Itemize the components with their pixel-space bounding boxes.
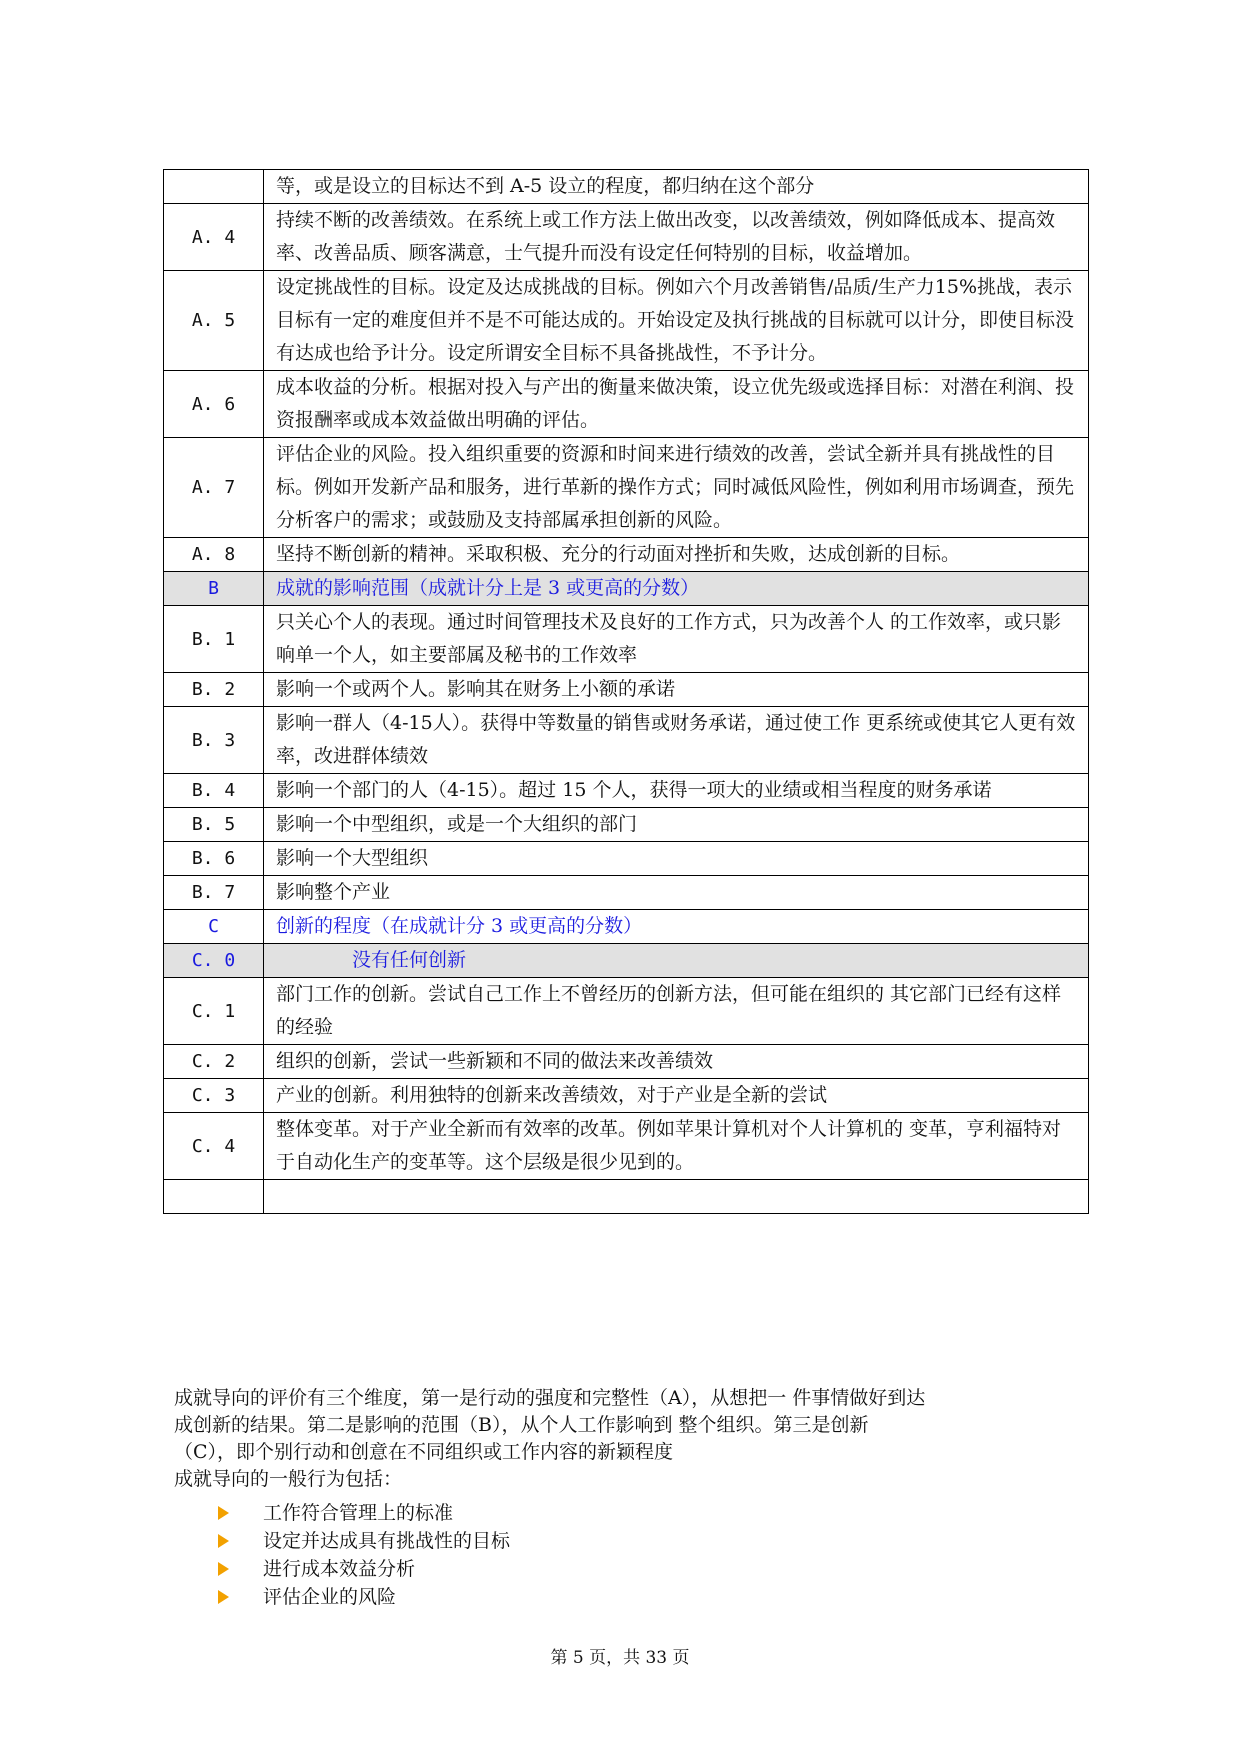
table-row — [164, 572, 1089, 606]
summary-line: 成创新的结果。第二是影响的范围（B），从个人工作影响到 整个组织。第三是创新 — [174, 1414, 869, 1436]
row-description-cell: 影响一个或两个人。影响其在财务上小额的承诺 — [264, 673, 1089, 707]
row-description-cell: 只关心个人的表现。通过时间管理技术及良好的工作方式，只为改善个人 的工作效率，或只影响单一个人，如主要部属及秘书的工作效率 — [264, 606, 1089, 673]
row-description-cell — [264, 1180, 1089, 1214]
row-description-cell: 等，或是设立的目标达不到 A-5 设立的程度，都归纳在这个部分 — [264, 170, 1089, 204]
row-code-cell: C. 1 — [164, 978, 264, 1045]
row-code-cell: C. 0 — [164, 944, 264, 978]
list-item — [218, 1555, 510, 1583]
list-item — [218, 1527, 510, 1555]
arrow-bullet-icon — [218, 1534, 229, 1548]
table-row — [164, 774, 1089, 808]
row-code-cell — [164, 170, 264, 204]
row-description-cell: 部门工作的创新。尝试自己工作上不曾经历的创新方法，但可能在组织的 其它部门已经有这样的经验 — [264, 978, 1089, 1045]
table-row — [164, 944, 1089, 978]
table-row — [164, 438, 1089, 538]
row-code-cell: B. 7 — [164, 876, 264, 910]
arrow-bullet-icon — [218, 1506, 229, 1520]
arrow-bullet-icon — [218, 1590, 229, 1604]
row-code-cell: A. 6 — [164, 371, 264, 438]
summary-section — [174, 1385, 1094, 1493]
table-row — [164, 1079, 1089, 1113]
table-row — [164, 1045, 1089, 1079]
behaviors-intro: 成就导向的一般行为包括： — [174, 1468, 403, 1490]
achievement-rating-table — [163, 169, 1089, 1214]
row-description-cell: 成就的影响范围（成就计分上是 3 或更高的分数） — [264, 572, 1089, 606]
table-row — [164, 204, 1089, 271]
behavior-list — [218, 1499, 510, 1611]
row-code-cell: B. 1 — [164, 606, 264, 673]
summary-line: （C），即个别行动和创意在不同组织或工作内容的新颖程度 — [174, 1441, 674, 1463]
row-description-cell: 影响一群人（4-15人）。获得中等数量的销售或财务承诺，通过使工作 更系统或使其它人更有效率，改进群体绩效 — [264, 707, 1089, 774]
row-description-cell: 设定挑战性的目标。设定及达成挑战的目标。例如六个月改善销售/品质/生产力15%挑战，表示目标有一定的难度但并不是不可能达成的。开始设定及执行挑战的目标就可以计分，即使目标没有达成也给予计分。设定所谓安全目标不具备挑战性，不予计分。 — [264, 271, 1089, 371]
row-description-cell: 成本收益的分析。根据对投入与产出的衡量来做决策，设立优先级或选择目标：对潜在利润、投资报酬率或成本效益做出明确的评估。 — [264, 371, 1089, 438]
row-code-cell: C. 2 — [164, 1045, 264, 1079]
row-code-cell: A. 7 — [164, 438, 264, 538]
page-footer: 第 5 页，共 33 页 — [550, 1648, 690, 1668]
row-description-cell: 影响一个中型组织，或是一个大组织的部门 — [264, 808, 1089, 842]
row-code-cell: B. 4 — [164, 774, 264, 808]
row-description-cell: 影响一个大型组织 — [264, 842, 1089, 876]
row-code-cell: C — [164, 910, 264, 944]
table-row — [164, 910, 1089, 944]
table-row — [164, 808, 1089, 842]
summary-line: 成就导向的评价有三个维度，第一是行动的强度和完整性（A），从想把一 件事情做好到达 — [174, 1387, 926, 1409]
row-code-cell: B. 3 — [164, 707, 264, 774]
row-description-cell: 整体变革。对于产业全新而有效率的改革。例如苹果计算机对个人计算机的 变革，亨利福特对于自动化生产的变革等。这个层级是很少见到的。 — [264, 1113, 1089, 1180]
row-description-cell: 产业的创新。利用独特的创新来改善绩效，对于产业是全新的尝试 — [264, 1079, 1089, 1113]
table-row — [164, 538, 1089, 572]
row-code-cell: C. 4 — [164, 1113, 264, 1180]
table-row — [164, 371, 1089, 438]
table-row — [164, 978, 1089, 1045]
table-row — [164, 707, 1089, 774]
list-item-text: 进行成本效益分析 — [263, 1558, 416, 1580]
row-description-cell: 创新的程度（在成就计分 3 或更高的分数） — [264, 910, 1089, 944]
row-description-cell: 没有任何创新 — [264, 944, 1089, 978]
row-description-cell: 持续不断的改善绩效。在系统上或工作方法上做出改变，以改善绩效，例如降低成本、提高效率、改善品质、顾客满意，士气提升而没有设定任何特别的目标，收益增加。 — [264, 204, 1089, 271]
row-code-cell: B. 5 — [164, 808, 264, 842]
row-description-cell: 影响整个产业 — [264, 876, 1089, 910]
table-row — [164, 271, 1089, 371]
table-row — [164, 170, 1089, 204]
row-description-cell: 评估企业的风险。投入组织重要的资源和时间来进行绩效的改善，尝试全新并具有挑战性的目标。例如开发新产品和服务，进行革新的操作方式；同时减低风险性，例如利用市场调查，预先分析客户的需求；或鼓励及支持部属承担创新的风险。 — [264, 438, 1089, 538]
table-row — [164, 842, 1089, 876]
list-item — [218, 1499, 510, 1527]
row-code-cell: A. 5 — [164, 271, 264, 371]
row-code-cell: A. 4 — [164, 204, 264, 271]
row-description-cell: 影响一个部门的人（4-15）。超过 15 个人，获得一项大的业绩或相当程度的财务承诺 — [264, 774, 1089, 808]
row-code-cell: C. 3 — [164, 1079, 264, 1113]
row-code-cell: A. 8 — [164, 538, 264, 572]
row-code-cell: B — [164, 572, 264, 606]
table-row — [164, 876, 1089, 910]
row-code-cell: B. 6 — [164, 842, 264, 876]
list-item-text: 工作符合管理上的标准 — [263, 1502, 454, 1524]
arrow-bullet-icon — [218, 1562, 229, 1576]
table-body — [164, 170, 1089, 1214]
row-code-cell: B. 2 — [164, 673, 264, 707]
table-row — [164, 1113, 1089, 1180]
row-description-cell: 坚持不断创新的精神。采取积极、充分的行动面对挫折和失败，达成创新的目标。 — [264, 538, 1089, 572]
list-item-text: 评估企业的风险 — [263, 1586, 397, 1608]
table-row — [164, 1180, 1089, 1214]
list-item — [218, 1583, 510, 1611]
row-description-cell: 组织的创新，尝试一些新颖和不同的做法来改善绩效 — [264, 1045, 1089, 1079]
table-row — [164, 673, 1089, 707]
list-item-text: 设定并达成具有挑战性的目标 — [263, 1530, 511, 1552]
row-code-cell — [164, 1180, 264, 1214]
table-row — [164, 606, 1089, 673]
